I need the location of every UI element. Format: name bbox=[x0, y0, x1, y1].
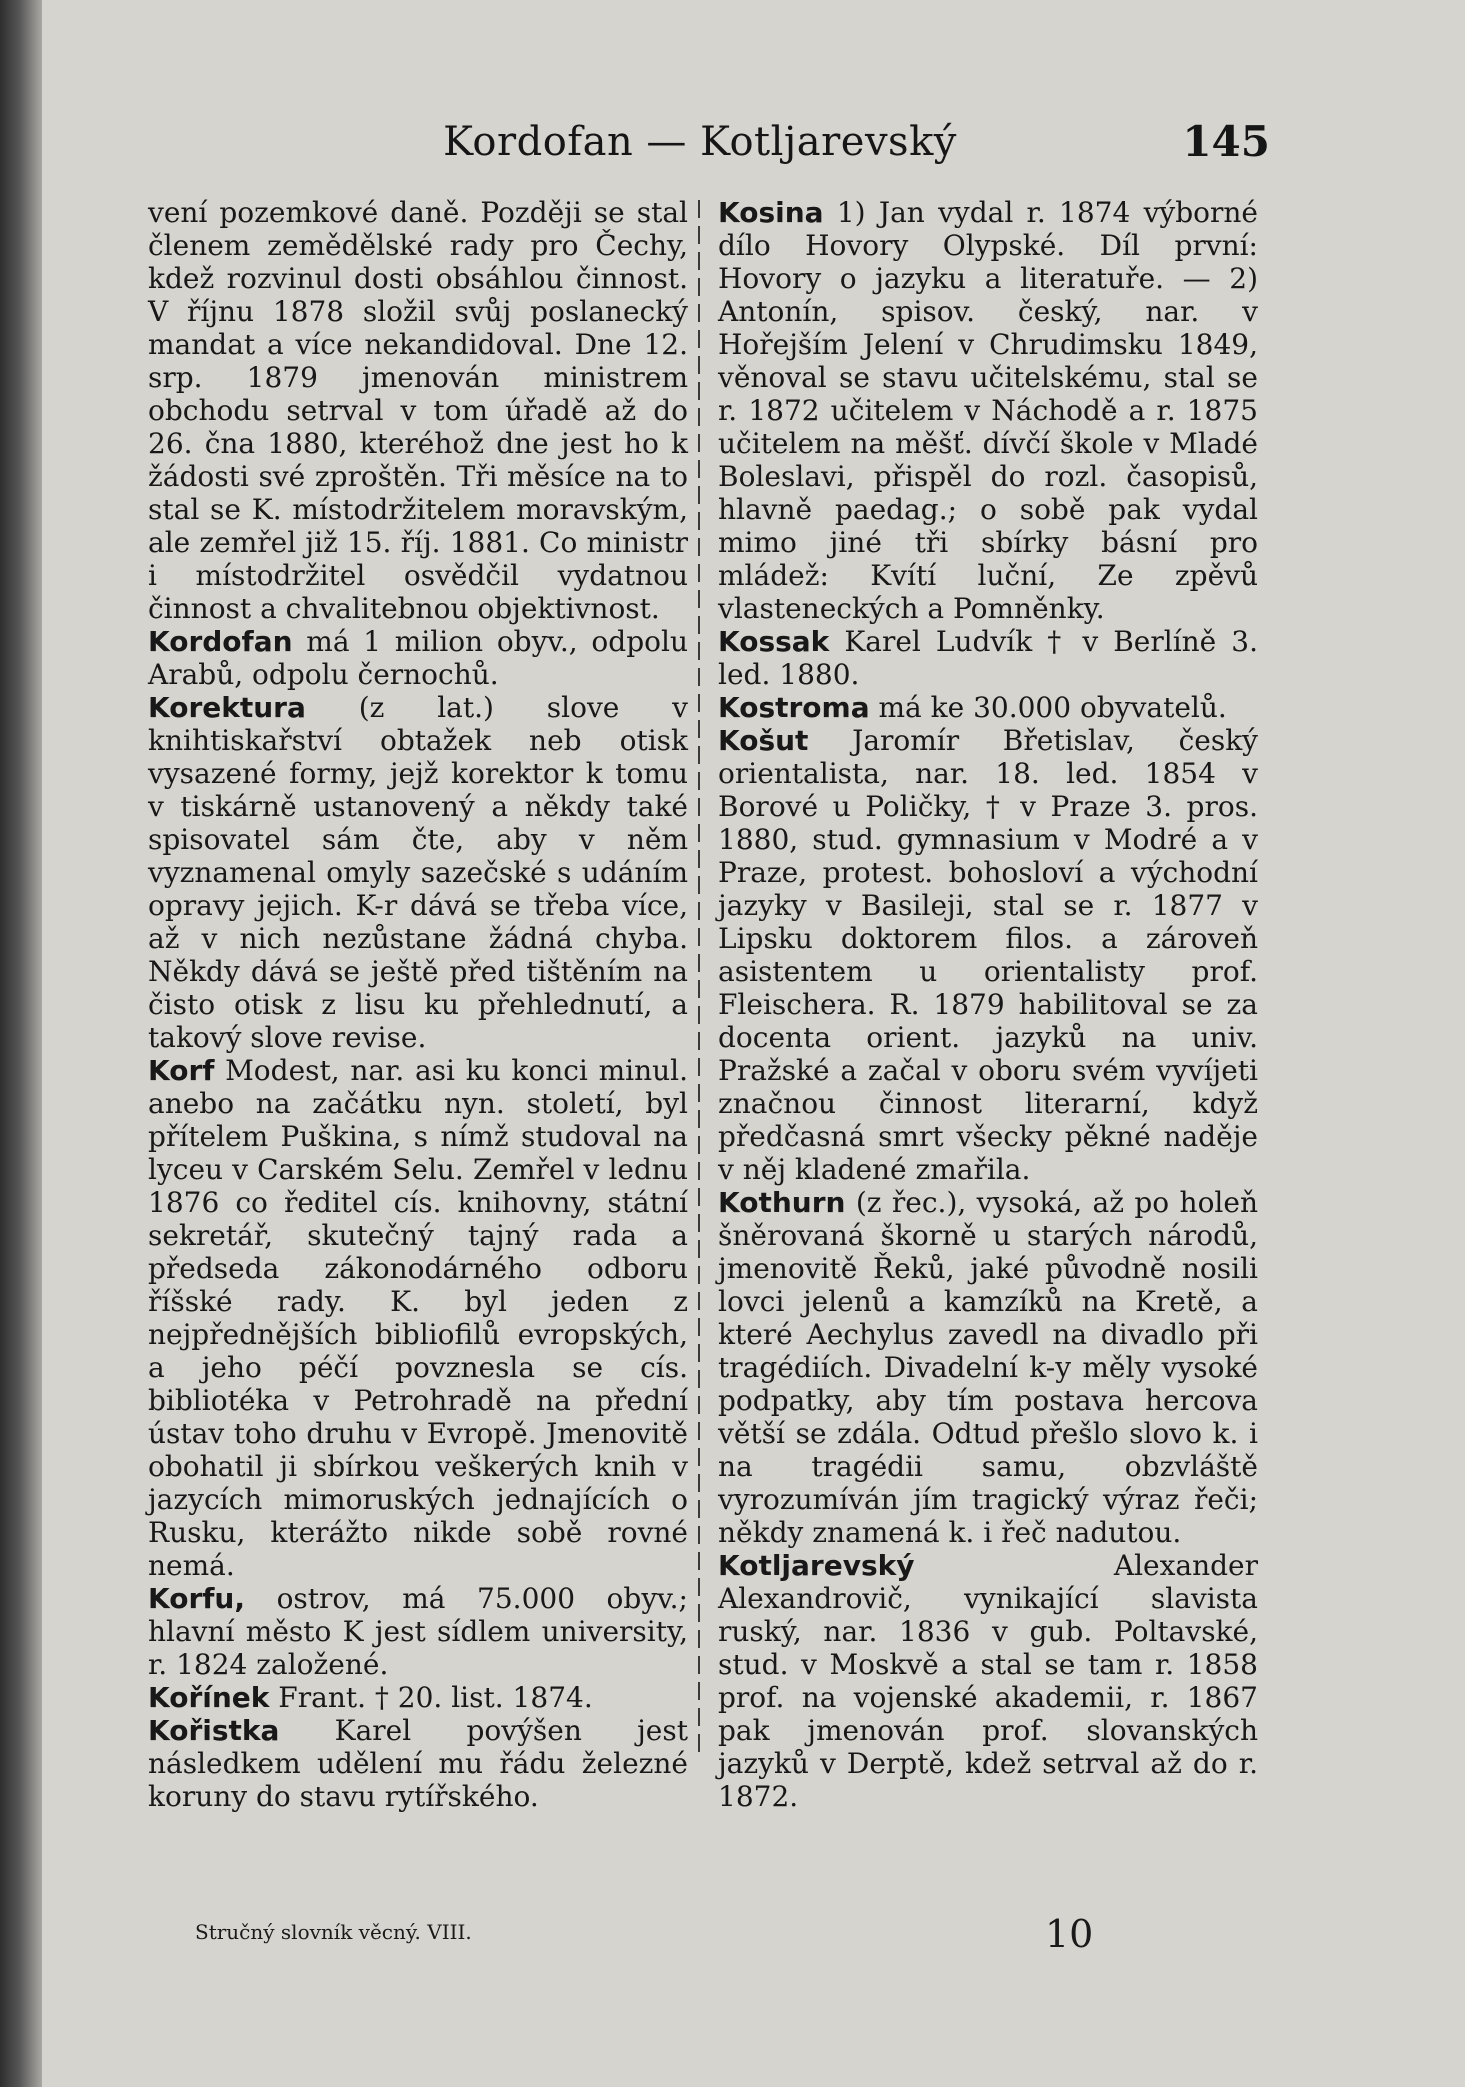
headword: Kořistka bbox=[148, 1714, 280, 1747]
headword: Korektura bbox=[148, 691, 306, 724]
entry-text: Jaromír Břetislav, český orientalista, nar. 18. led. 1854 v Borové u Poličky, † v Praze 3. pros. 1880, stud. gymnasium v Modré a v Praze, protest. bohosloví a východní jazyky v Basileji, stal se r. 1877 v Lipsku doktorem filos. a zároveň asistentem u orientalisty prof. Fleischera. R. 1879 habilitoval se za docenta orient. jazyků na univ. Pražské a začal v oboru svém vyvíjeti značnou činnost literarní, když předčasná smrt všecky pěkné naděje v něj kladené zmařila. bbox=[718, 724, 1258, 1186]
headword: Košut bbox=[718, 724, 809, 757]
entry-text: má ke 30.000 obyvatelů. bbox=[869, 691, 1227, 724]
entry-kostroma bbox=[718, 691, 1258, 724]
entry-kossak bbox=[718, 625, 1258, 691]
entry-kosut bbox=[718, 724, 1258, 1186]
headword: Kostroma bbox=[718, 691, 870, 724]
entry-kotljarevsky bbox=[718, 1549, 1258, 1813]
right-column bbox=[718, 196, 1258, 1813]
entry-text: (z lat.) slove v knihtiskařství obtažek neb otisk vysazené formy, jejž korektor k tomu v tiskárně ustanovený a někdy také spisovatel sám čte, aby v něm vyznamenal omyly sazečské s udáním opravy jejich. K-r dává se třeba více, až v nich nezůstane žádná chyba. Někdy dává se ještě před tištěním na čisto otisk z lisu ku přehlednutí, a takový slove revise. bbox=[148, 691, 688, 1054]
entry-text: 1) Jan vydal r. 1874 výborné dílo Hovory Olypské. Díl první: Hovory o jazyku a literatuře. — 2) Antonín, spisov. český, nar. v Hořejším Jelení v Chrudimsku 1849, věnoval se stavu učitelskému, stal se r. 1872 učitelem v Náchodě a r. 1875 učitelem na měšť. dívčí škole v Mladé Boleslavi, přispěl do rozl. časopisů, hlavně paedag.; o sobě pak vydal mimo jiné tři sbírky básní pro mládež: Kvítí luční, Ze zpěvů vlasteneckých a Pomněnky. bbox=[718, 196, 1258, 625]
page-title: Kordofan — Kotljarevský bbox=[443, 119, 957, 165]
headword: Korf bbox=[148, 1054, 215, 1087]
entry-koristka bbox=[148, 1714, 688, 1813]
entry-text: Karel povýšen jest následkem udělení mu řádu železné koruny do stavu rytířského. bbox=[148, 1714, 688, 1813]
headword: Kossak bbox=[718, 625, 830, 658]
headword: Kordofan bbox=[148, 625, 293, 658]
entry-kosina bbox=[718, 196, 1258, 625]
entry-text: Frant. † 20. list. 1874. bbox=[269, 1681, 593, 1714]
signature-mark: Stručný slovník věcný. VIII. bbox=[195, 1920, 472, 1944]
entry-kordofan bbox=[148, 625, 688, 691]
entry-korf bbox=[148, 1054, 688, 1582]
continuation-paragraph: vení pozemkové daně. Později se stal členem zemědělské rady pro Čechy, kdež rozvinul dosti obsáhlou činnost. V říjnu 1878 složil svůj poslanecký mandat a více nekandidoval. Dne 12. srp. 1879 jmenován ministrem obchodu setrval v tom úřadě až do 26. čna 1880, kteréhož dne jest ho k žádosti své zproštěn. Tři měsíce na to stal se K. místodržitelem moravským, ale zemřel již 15. říj. 1881. Co ministr i místodržitel osvědčil vydatnou činnost a chvalitebnou objektivnost. bbox=[148, 196, 688, 625]
binding-edge bbox=[0, 0, 42, 2087]
entry-korektura bbox=[148, 691, 688, 1054]
entry-text: (z řec.), vysoká, až po holeň šněrovaná škorně u starých národů, jmenovitě Řeků, jaké původně nosili lovci jelenů a kamzíků na Kretě, a které Aechylus zavedl na divadlo při tragédiích. Divadelní k-y měly vysoké podpatky, aby tím postava hercova větší se zdála. Odtud přešlo slovo k. i na tragédii samu, obzvláště vyrozumíván jím tragický výraz řeči; někdy znamená k. i řeč nadutou. bbox=[718, 1186, 1258, 1549]
entry-kothurn bbox=[718, 1186, 1258, 1549]
headword: Korfu, bbox=[148, 1582, 246, 1615]
headword: Kosina bbox=[718, 196, 824, 229]
entry-text: ostrov, má 75.000 obyv.; hlavní město K jest sídlem university, r. 1824 založené. bbox=[148, 1582, 688, 1681]
entry-korfu bbox=[148, 1582, 688, 1681]
entry-text: Alexander Alexandrovič, vynikající slavista ruský, nar. 1836 v gub. Poltavské, stud. v Moskvě a stal se tam r. 1858 prof. na vojenské akademii, r. 1867 pak jmenován prof. slovanských jazyků v Derptě, kdež setrval až do r. 1872. bbox=[718, 1549, 1258, 1813]
running-header bbox=[130, 112, 1270, 172]
entry-text: má 1 milion obyv., odpolu Arabů, odpolu černochů. bbox=[148, 625, 688, 691]
entry-text: Karel Ludvík † v Berlíně 3. led. 1880. bbox=[718, 625, 1258, 691]
headword: Kotljarevský bbox=[718, 1549, 915, 1582]
headword: Kořínek bbox=[148, 1681, 270, 1714]
page-footer bbox=[0, 1912, 1465, 1972]
entry-text: Modest, nar. asi ku konci minul. anebo na začátku nyn. století, byl přítelem Puškina, s nímž studoval na lyceu v Carském Selu. Zemřel v lednu 1876 co ředitel cís. knihovny, státní sekretář, skutečný tajný rada a předseda zákonodárného odboru říšské rady. K. byl jeden z nejpřednějších bibliofilů evropských, a jeho péčí povznesla se cís. bibliotéka v Petrohradě na přední ústav toho druhu v Evropě. Jmenovitě obohatil ji sbírkou veškerých knih v jazycích mimoruských jednajících o Rusku, kterážto nikde sobě rovné nemá. bbox=[148, 1054, 688, 1582]
page-number: 145 bbox=[1182, 117, 1270, 166]
headword: Kothurn bbox=[718, 1186, 846, 1219]
column-divider bbox=[698, 200, 700, 1760]
left-column bbox=[148, 196, 688, 1813]
entry-korinek bbox=[148, 1681, 688, 1714]
sheet-number: 10 bbox=[1045, 1912, 1094, 1956]
